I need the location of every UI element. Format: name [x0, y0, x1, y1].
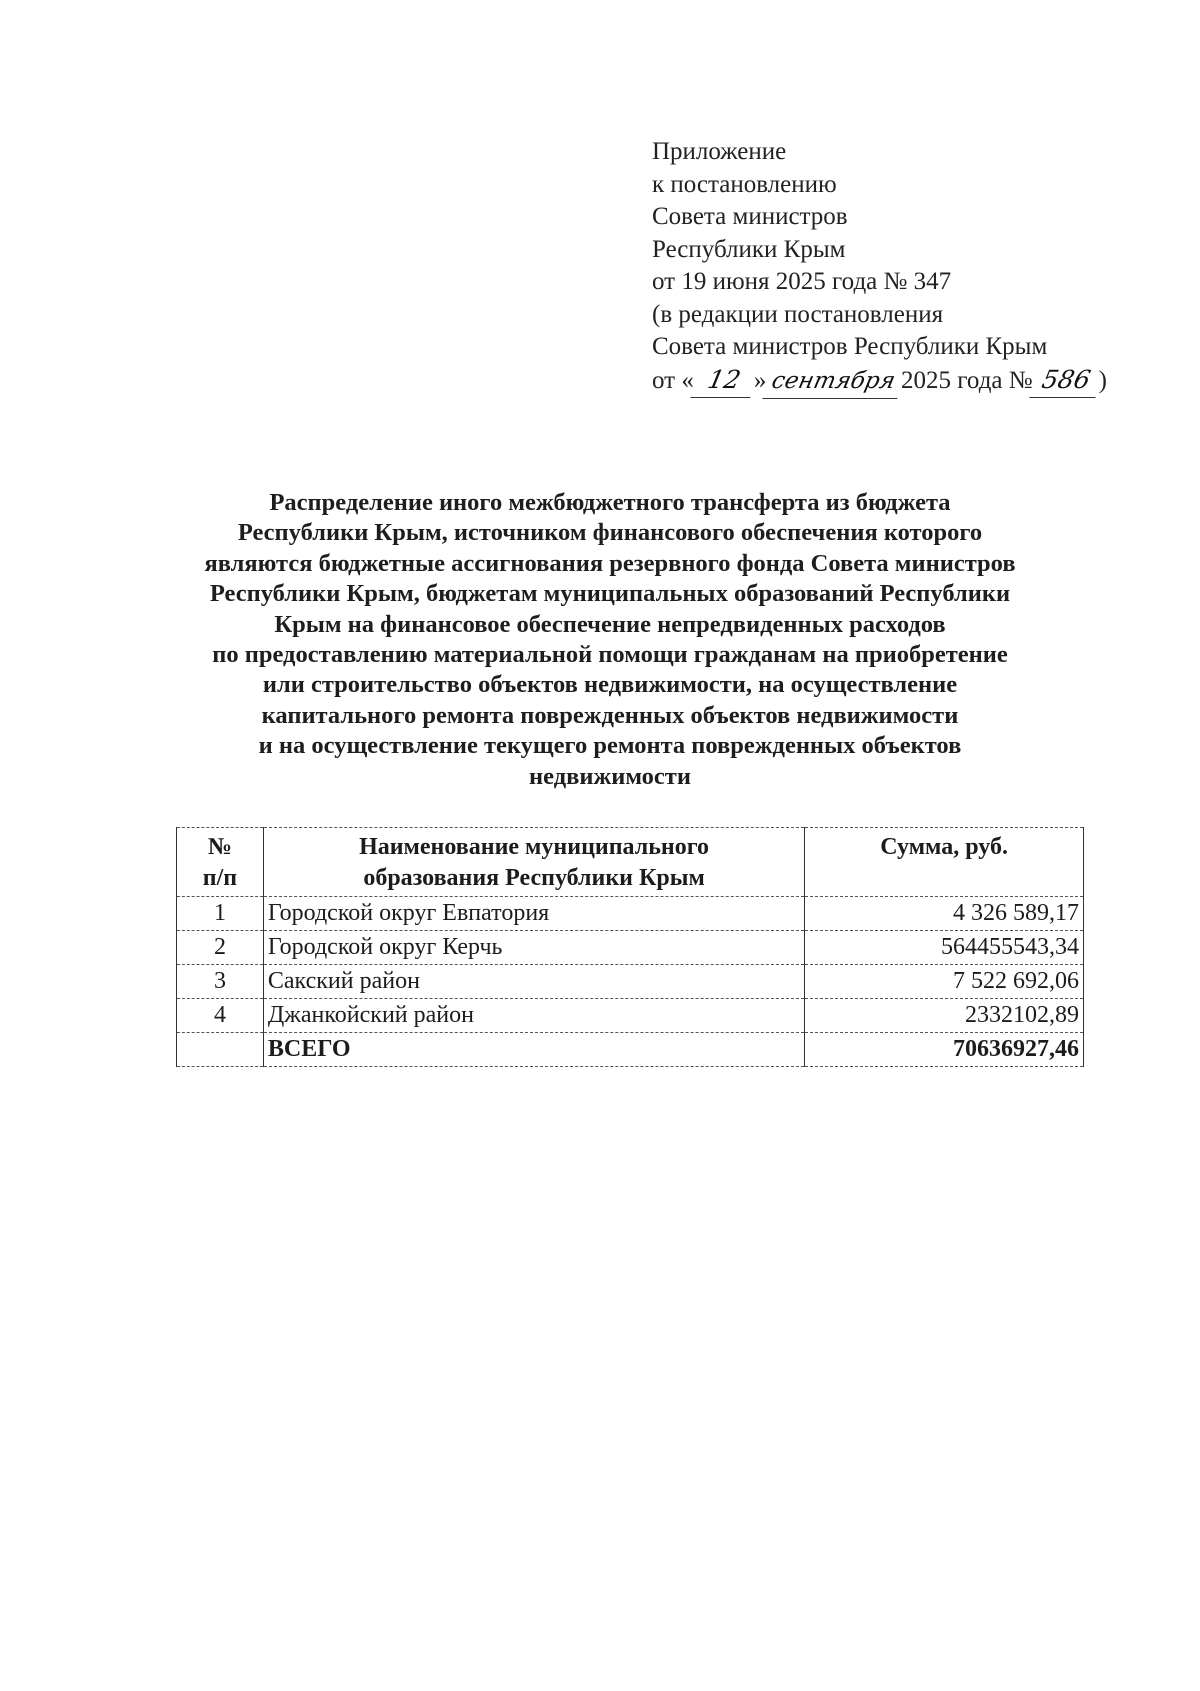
table-row — [177, 965, 1084, 999]
header-municipality — [263, 828, 804, 897]
header-municipality-line1: Наименование муниципального — [359, 834, 710, 860]
title-line: по предоставлению материальной помощи гражданам на приобретение — [212, 641, 1008, 669]
title-line: Республики Крым, источником финансового обеспечения которого — [237, 519, 983, 547]
title-line: являются бюджетные ассигнования резервного фонда Совета министров — [204, 549, 1016, 577]
header-sum: Сумма, руб. — [805, 828, 1084, 897]
date-suffix: ) — [1098, 366, 1107, 394]
title-line: или строительство объектов недвижимости, на осуществление — [262, 671, 958, 699]
row-sum: 7 522 692,06 — [805, 965, 1084, 999]
table-row — [177, 999, 1084, 1033]
row-municipality: Городской округ Керчь — [263, 931, 804, 965]
header-number-line1: № — [207, 834, 232, 860]
title-line: Крым на финансовое обеспечение непредвиденных расходов — [274, 610, 946, 638]
row-number: 1 — [177, 897, 264, 931]
appendix-reference — [652, 136, 1107, 398]
total-number — [177, 1033, 264, 1067]
header-number — [177, 828, 264, 897]
appendix-line: Совета министров Республики Крым — [652, 333, 1048, 360]
document-title — [150, 488, 1070, 792]
title-line: недвижимости — [529, 762, 691, 790]
table-header-row — [177, 828, 1084, 897]
row-sum: 4 326 589,17 — [805, 897, 1084, 931]
appendix-line: к постановлению — [652, 170, 837, 198]
date-prefix: от « — [652, 366, 694, 394]
row-municipality: Джанкойский район — [263, 999, 804, 1033]
handwritten-day: 12 — [690, 364, 757, 398]
title-line: капитального ремонта поврежденных объектов недвижимости — [261, 701, 959, 729]
appendix-line: (в редакции постановления — [652, 300, 944, 328]
date-mid: » — [753, 366, 767, 394]
row-municipality: Сакский район — [263, 965, 804, 999]
allocation-table — [176, 827, 1084, 1067]
row-sum: 2332102,89 — [805, 999, 1084, 1033]
date-year-text: 2025 года № — [901, 366, 1033, 394]
row-municipality: Городской округ Евпатория — [263, 897, 804, 931]
header-municipality-line2: образования Республики Крым — [363, 865, 705, 891]
appendix-line: Приложение — [652, 138, 787, 165]
table-row — [177, 897, 1084, 931]
appendix-line: Республики Крым — [652, 235, 846, 263]
appendix-line: Совета министров — [652, 203, 848, 230]
row-number: 4 — [177, 999, 264, 1033]
handwritten-decree-number: 586 — [1029, 364, 1102, 398]
header-number-line2: п/п — [202, 865, 238, 891]
total-sum: 70636927,46 — [805, 1033, 1084, 1067]
row-sum: 564455543,34 — [805, 931, 1084, 965]
amendment-date-line — [652, 364, 1107, 399]
appendix-line: от 19 июня 2025 года № 347 — [652, 268, 952, 295]
total-row — [177, 1033, 1084, 1067]
title-line: и на осуществление текущего ремонта поврежденных объектов — [258, 732, 962, 760]
row-number: 2 — [177, 931, 264, 965]
title-line: Распределение иного межбюджетного трансферта из бюджета — [269, 489, 951, 516]
title-line: Республики Крым, бюджетам муниципальных образований Республики — [209, 580, 1011, 608]
total-label: ВСЕГО — [263, 1033, 804, 1067]
table-row — [177, 931, 1084, 965]
row-number: 3 — [177, 965, 264, 999]
handwritten-month: сентября — [763, 365, 905, 399]
